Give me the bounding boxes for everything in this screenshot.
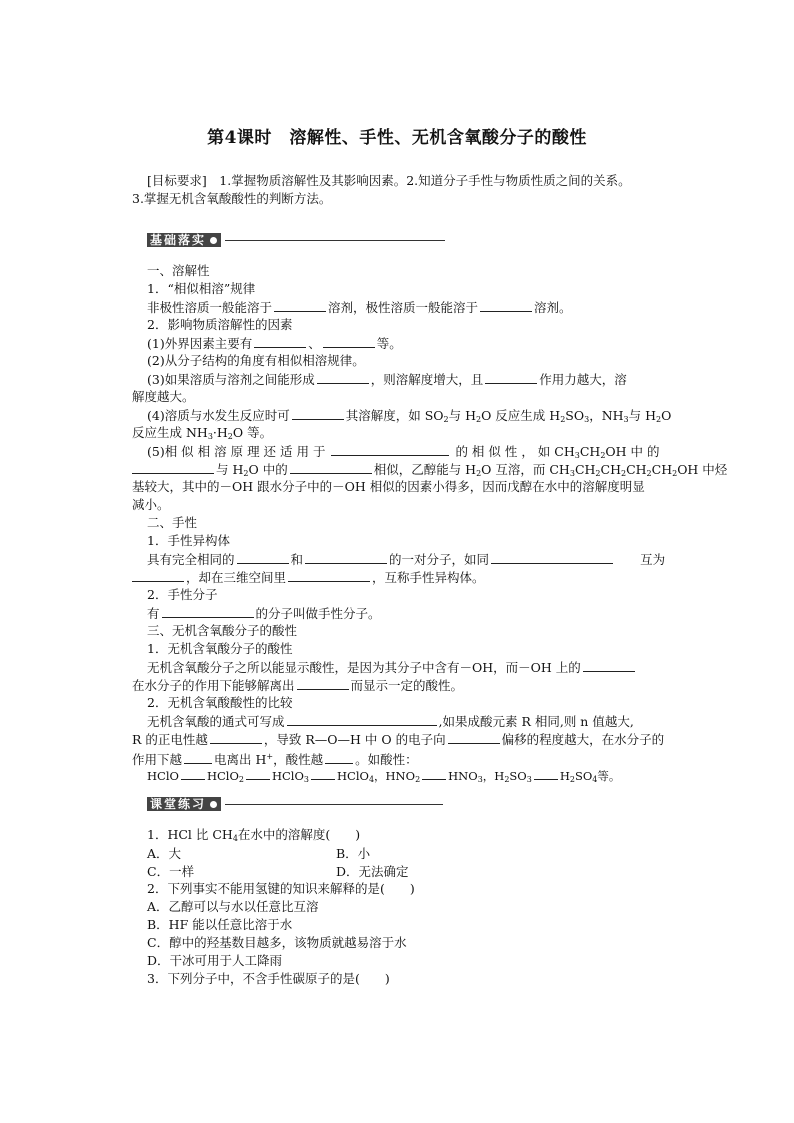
text: SO — [574, 769, 593, 783]
text: CH — [651, 462, 673, 477]
subheading-chiral-isomers: 1．手性异构体 — [147, 533, 230, 548]
blank — [162, 604, 254, 618]
q1-option-c[interactable]: C．一样 — [147, 864, 195, 879]
text: 2 — [504, 775, 510, 784]
section-rule — [225, 240, 445, 241]
text: ，酸性越 — [273, 752, 324, 767]
text: ，HNO — [374, 769, 416, 783]
blank — [132, 460, 214, 474]
blank — [311, 766, 335, 780]
text: (3)如果溶质与溶剂之间能形成 — [147, 372, 315, 387]
blank — [181, 766, 205, 780]
objectives-line-1 — [147, 172, 631, 190]
text: 4 — [368, 775, 375, 784]
text: 的一对分子，如同 — [389, 552, 490, 567]
text: 反应生成 NH — [132, 425, 208, 440]
q1-option-b[interactable]: B．小 — [336, 846, 371, 861]
text: (1)外界因素主要有 — [147, 336, 253, 351]
text: R 的正电性越 — [132, 732, 208, 747]
text: ，导致 R—O—H 中 O 的电子向 — [263, 732, 446, 747]
q2-option-d[interactable]: D．干冰可用于人工降雨 — [147, 953, 283, 968]
blank — [274, 298, 326, 312]
q2-option-b[interactable]: B．HF 能以任意比溶于水 — [147, 917, 293, 932]
question-2: 2．下列事实不能用氢键的知识来解释的是( ) — [147, 881, 415, 896]
heading-chirality: 二、手性 — [147, 515, 198, 530]
factor-5-line2: 与 H2O 中的 相似，乙醇能与 H2O 互溶，而 CH3CH2CH2CH2CH2OH 中烃 — [132, 460, 727, 483]
heading-solubility: 一、溶解性 — [147, 263, 210, 278]
text: 、 — [308, 336, 321, 351]
blank — [288, 568, 370, 582]
text: 无机含氧酸的通式可写成 — [147, 714, 285, 729]
acidity-line-3 — [147, 712, 634, 731]
q2-option-a[interactable]: A．乙醇可以与水以任意比互溶 — [147, 899, 319, 914]
text: 2 — [569, 775, 575, 784]
blank — [448, 730, 500, 744]
text: + — [266, 752, 274, 761]
text: 3 — [477, 775, 483, 784]
objectives-text-1: 1.掌握物质溶解性及其影响因素。2.知道分子手性与物质性质之间的关系。 — [219, 173, 631, 188]
text: CH — [626, 462, 647, 477]
text: CH — [579, 444, 601, 459]
blank — [331, 442, 449, 456]
text: 与 H — [448, 408, 476, 423]
text: HClO — [271, 769, 304, 783]
text: 和 — [290, 552, 304, 567]
blank — [297, 676, 349, 690]
subheading-factors: 2．影响物质溶解性的因素 — [147, 317, 293, 332]
text: O 等。 — [232, 425, 273, 440]
text: O 中的 — [248, 462, 288, 477]
text: H — [559, 769, 570, 783]
text: ,如果成酸元素 R 相同,则 n 值越大, — [438, 714, 634, 729]
q1-option-d[interactable]: D．无法确定 — [336, 864, 409, 879]
text: CH — [600, 462, 621, 477]
text: 3 — [526, 775, 532, 784]
objectives-line-2: 3.掌握无机含氧酸酸性的判断方法。 — [132, 191, 332, 206]
text: ，却在三维空间里 — [186, 570, 287, 585]
text: 无机含氧酸分子之所以能显示酸性，是因为其分子中含有－OH，而－OH 上的 — [147, 660, 581, 675]
text: 与 H — [216, 462, 244, 477]
section-badge — [147, 797, 221, 811]
section-title: 基础落实 — [150, 233, 207, 247]
text: 溶剂，极性溶质一般能溶于 — [328, 300, 479, 315]
bullet-dot-icon — [210, 801, 217, 808]
blank — [237, 550, 289, 564]
chirality-line-2 — [132, 568, 485, 587]
acid-comparison — [147, 766, 620, 789]
blank — [583, 658, 635, 672]
text: 作用下越 — [132, 752, 183, 767]
blank — [317, 370, 369, 384]
text: CH — [554, 444, 575, 459]
text: OH 中烃 — [677, 462, 728, 477]
text: 等。 — [376, 336, 402, 351]
text: 4 — [592, 775, 598, 784]
text: (5)相 似 相 溶 原 理 还 适 用 于 — [147, 444, 326, 459]
objectives-label: [目标要求] — [147, 173, 207, 188]
blank — [422, 766, 446, 780]
text: 溶剂。 — [534, 300, 572, 315]
text: 3 — [303, 775, 309, 784]
subheading-acidity-1: 1．无机含氧酸分子的酸性 — [147, 641, 293, 656]
text: 具有完全相同的 — [147, 552, 235, 567]
text: HNO — [448, 769, 478, 783]
blank — [290, 460, 372, 474]
text: O 反应生成 H — [481, 408, 561, 423]
text: SO — [509, 769, 527, 783]
text: 2 — [238, 775, 244, 784]
blank — [534, 766, 558, 780]
subheading-chiral-molecules: 2．手性分子 — [147, 587, 218, 602]
heading-acidity: 三、无机含氧酸分子的酸性 — [147, 623, 298, 638]
text: 作用力越大，溶 — [539, 372, 627, 387]
blank — [325, 750, 353, 764]
blank — [323, 334, 375, 348]
acidity-line-2 — [132, 676, 463, 695]
acidity-line-1 — [147, 658, 637, 677]
blank — [287, 712, 437, 726]
text: 等。 — [597, 769, 621, 783]
text: ，H — [482, 769, 505, 783]
text: 的分子叫做手性分子。 — [255, 606, 381, 621]
text: O — [661, 408, 672, 423]
section-rule — [225, 804, 443, 805]
factor-3 — [147, 370, 627, 389]
text: ·H — [212, 425, 228, 440]
text: 电离出 H — [214, 752, 267, 767]
bullet-dot-icon — [210, 237, 217, 244]
text: 1．HCl 比 CH — [147, 827, 233, 842]
text: 非极性溶质一般能溶于 — [147, 300, 273, 315]
subheading-like-dissolves-like: 1．“相似相溶”规律 — [147, 281, 256, 296]
factor-5-line4: 减小。 — [132, 497, 170, 512]
text: HClO — [147, 769, 179, 783]
text: 相似，乙醇能与 H — [373, 462, 477, 477]
text: SO — [565, 408, 585, 423]
blank — [480, 298, 532, 312]
question-3: 3．下列分子中，不含手性碳原子的是( ) — [147, 971, 390, 986]
factor-5-line3: 基较大，其中的－OH 跟水分子中的－OH 相似的因素小得多，因而戊醇在水中的溶解度明显 — [132, 479, 645, 494]
blank — [254, 334, 306, 348]
blank — [210, 730, 262, 744]
text: 在水分子的作用下能够解离出 — [132, 678, 295, 693]
page-title: 第4课时 溶解性、手性、无机含氧酸分子的酸性 — [207, 128, 587, 148]
factor-2: (2)从分子结构的角度有相似相溶规律。 — [147, 353, 365, 368]
blank — [184, 750, 212, 764]
blank — [491, 550, 613, 564]
text: CH — [574, 462, 596, 477]
text: 在水中的溶解度( ) — [237, 827, 361, 842]
blank — [485, 370, 537, 384]
text: 。如酸性： — [355, 752, 418, 767]
section-header-basics — [147, 233, 445, 247]
text: HClO — [337, 769, 369, 783]
factor-1 — [147, 334, 402, 353]
text: 其溶解度，如 SO — [345, 408, 444, 423]
q1-option-a[interactable]: A．大 — [147, 846, 182, 861]
chirality-line-3 — [147, 604, 381, 623]
rule-line — [147, 298, 572, 317]
factor-5: (5)相 似 相 溶 原 理 还 适 用 于 的 相 似 性 ， 如 CH3CH2OH 中 的 — [147, 444, 660, 460]
subheading-acidity-2: 2．无机含氧酸酸性的比较 — [147, 695, 293, 710]
section-header-practice — [147, 797, 443, 811]
blank — [292, 406, 344, 420]
text: O 互溶，而 CH — [481, 462, 570, 477]
section-title: 课堂练习 — [150, 797, 207, 811]
factor-4: (4)溶质与水发生反应时可 其溶解度，如 SO2与 H2O 反应生成 H2SO3，NH3与 H2O — [147, 408, 672, 424]
text: 2 — [415, 775, 421, 784]
text: ，则溶解度增大，且 — [370, 372, 484, 387]
text: 4 — [232, 834, 238, 843]
section-badge — [147, 233, 221, 247]
acidity-line-4 — [132, 730, 664, 749]
text: 偏移的程度越大，在水分子的 — [501, 732, 665, 747]
text: OH 中 的 — [605, 444, 660, 459]
q2-option-c[interactable]: C．醇中的羟基数目越多，该物质就越易溶于水 — [147, 935, 407, 950]
chirality-line-1 — [147, 550, 665, 569]
factor-3-cont: 解度越大。 — [132, 389, 195, 404]
text: ，互称手性异构体。 — [372, 570, 485, 585]
text: (4)溶质与水发生反应时可 — [147, 408, 290, 423]
text: HClO — [206, 769, 239, 783]
text: 互为 — [640, 552, 666, 567]
text: 而显示一定的酸性。 — [350, 678, 464, 693]
text: ，NH — [589, 408, 624, 423]
text: 与 H — [628, 408, 656, 423]
blank — [305, 550, 387, 564]
text: 有 — [147, 606, 160, 621]
text: 的 相 似 性 ， 如 — [455, 444, 551, 459]
factor-4-cont: 反应生成 NH3·H2O 等。 — [132, 425, 273, 441]
blank — [132, 568, 184, 582]
blank — [246, 766, 270, 780]
